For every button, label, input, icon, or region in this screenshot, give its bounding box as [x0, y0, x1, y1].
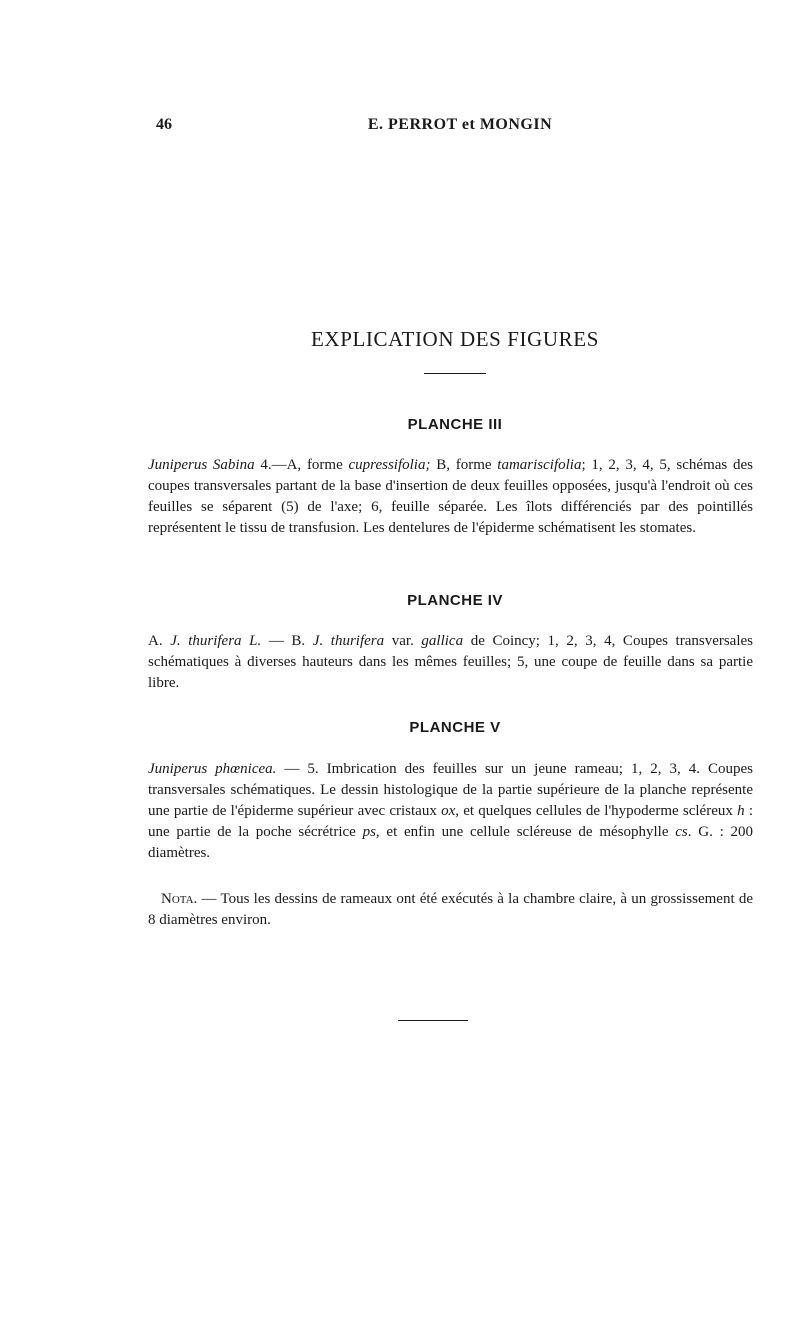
plate-heading-iv: PLANCHE IV	[407, 592, 503, 609]
page-number: 46	[156, 116, 172, 133]
caption-segment: — B.	[261, 633, 313, 649]
caption-segment: Juniperus Sabina	[148, 457, 255, 473]
caption-segment: : une partie de la poche sécrétrice	[148, 803, 754, 840]
caption-segment: ps	[362, 824, 376, 840]
caption-segment: J. thurifera L.	[170, 633, 262, 649]
caption-segment: ox	[441, 803, 456, 819]
nota-text: — Tous les dessins de rameaux ont été exécutés à la chambre claire, à un grossissement de 8 diamètres environ.	[148, 891, 753, 928]
caption-segment: 4.—A, forme	[254, 457, 349, 473]
running-head: E. PERROT et MONGIN	[367, 116, 553, 133]
end-rule	[398, 1020, 468, 1021]
caption-segment: Juniperus phœnicea.	[148, 761, 277, 777]
caption-segment: , et quelques cellules de l'hypoderme scléreux	[455, 803, 738, 819]
plate-heading-v: PLANCHE V	[409, 719, 501, 736]
caption-segment: de Coincy; 1, 2, 3, 4, Coupes transversales schématiques à diverses hauteurs dans les mêmes feuilles; 5, une coupe de feuille dans sa partie libre.	[148, 633, 754, 691]
caption-segment: ; 1, 2, 3, 4, 5, schémas des coupes transversales partant de la base d'insertion de deux feuilles opposées, jusqu'à l'endroit où ces feuilles se séparent (5) de l'axe; 6, feuille séparée. Les îlots différenciés par des pointillés représentent le tissu de transfusion. Les dentelures de l'épiderme schématisent les stomates.	[148, 457, 753, 536]
caption-segment: cs	[675, 824, 688, 840]
plate-v-caption	[148, 759, 753, 864]
plate-heading-iii: PLANCHE III	[407, 416, 503, 433]
caption-segment: tamariscifolia	[497, 457, 582, 473]
caption-segment: var.	[384, 633, 422, 649]
caption-segment: A.	[148, 633, 171, 649]
caption-segment: B, forme	[430, 457, 498, 473]
caption-segment: — 5. Imbrication des feuilles sur un jeune rameau; 1, 2, 3, 4. Coupes transversales schématiques. Le dessin histologique de la partie supérieure de la planche représente une partie de l'épiderme supérieur avec cristaux	[148, 761, 753, 819]
caption-segment: J. thurifera	[312, 633, 385, 649]
caption-segment: cupressifolia;	[348, 457, 431, 473]
plate-iv-caption	[148, 631, 753, 694]
nota-label: Nota.	[161, 891, 198, 907]
caption-segment: h	[737, 803, 745, 819]
divider-rule	[424, 373, 486, 374]
caption-segment: , et enfin une cellule scléreuse de mésophylle	[375, 824, 676, 840]
nota-paragraph	[148, 889, 753, 931]
plate-iii-caption	[148, 455, 753, 539]
caption-segment: . G. : 200 diamètres.	[148, 824, 754, 861]
caption-segment: gallica	[421, 633, 464, 649]
section-title: EXPLICATION DES FIGURES	[311, 327, 599, 351]
